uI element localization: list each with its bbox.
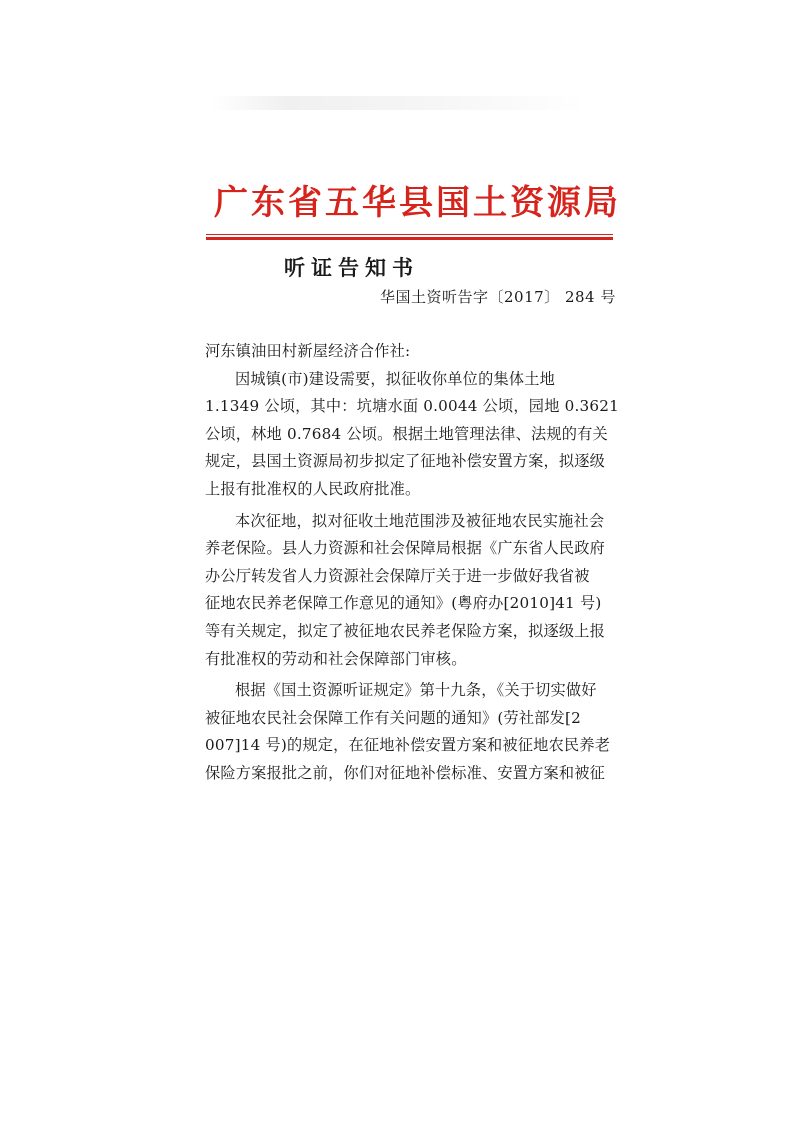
paragraph-line: 有批准权的劳动和社会保障部门审核。	[205, 649, 467, 668]
letterhead-rule-thick	[206, 237, 613, 240]
letterhead-org-name: 广东省五华县国土资源局	[214, 183, 621, 223]
paragraph-line: 公顷，林地 0.7684 公顷。根据土地管理法律、法规的有关	[205, 424, 608, 443]
paragraph-line: 根据《国土资源听证规定》第十九条，《关于切实做好	[235, 681, 597, 700]
paragraph-line: 本次征地，拟对征收土地范围涉及被征地农民实施社会	[235, 511, 605, 530]
addressee: 河东镇油田村新屋经济合作社:	[205, 342, 411, 360]
paragraph-line: 1.1349 公顷，其中：坑塘水面 0.0044 公顷，园地 0.3621	[205, 397, 619, 416]
document-title: 听证告知书	[284, 256, 419, 280]
paragraph-1	[205, 366, 619, 504]
paragraph-line: 等有关规定，拟定了被征地农民养老保险方案，拟逐级上报	[205, 621, 606, 640]
paragraph-line: 保险方案报批之前，你们对征地补偿标准、安置方案和被征	[205, 763, 606, 782]
letterhead-rule-thin	[206, 234, 613, 235]
paragraph-line: 征地农民养老保障工作意见的通知》(粤府办[2010]41 号)	[205, 594, 602, 613]
paragraph-3	[205, 677, 611, 787]
paragraph-line: 养老保险。县人力资源和社会保障局根据《广东省人民政府	[205, 539, 606, 558]
paragraph-line: 办公厅转发省人力资源社会保障厅关于进一步做好我省被	[205, 566, 590, 585]
document-number: 华国土资听告字〔2017〕 284 号	[380, 288, 616, 306]
paragraph-line: 被征地农民社会保障工作有关问题的通知》(劳社部发[2	[205, 708, 582, 727]
paragraph-line: 规定，县国土资源局初步拟定了征地补偿安置方案，拟逐级	[205, 452, 606, 471]
paragraph-line: 007]14 号)的规定，在征地补偿安置方案和被征地农民养老	[205, 736, 611, 755]
paragraph-line: 上报有批准权的人民政府批准。	[205, 479, 421, 498]
scan-artifact	[210, 96, 590, 110]
paragraph-line: 因城镇(市)建设需要，拟征收你单位的集体土地	[235, 369, 556, 388]
paragraph-2	[205, 508, 605, 674]
document-body	[205, 338, 619, 788]
